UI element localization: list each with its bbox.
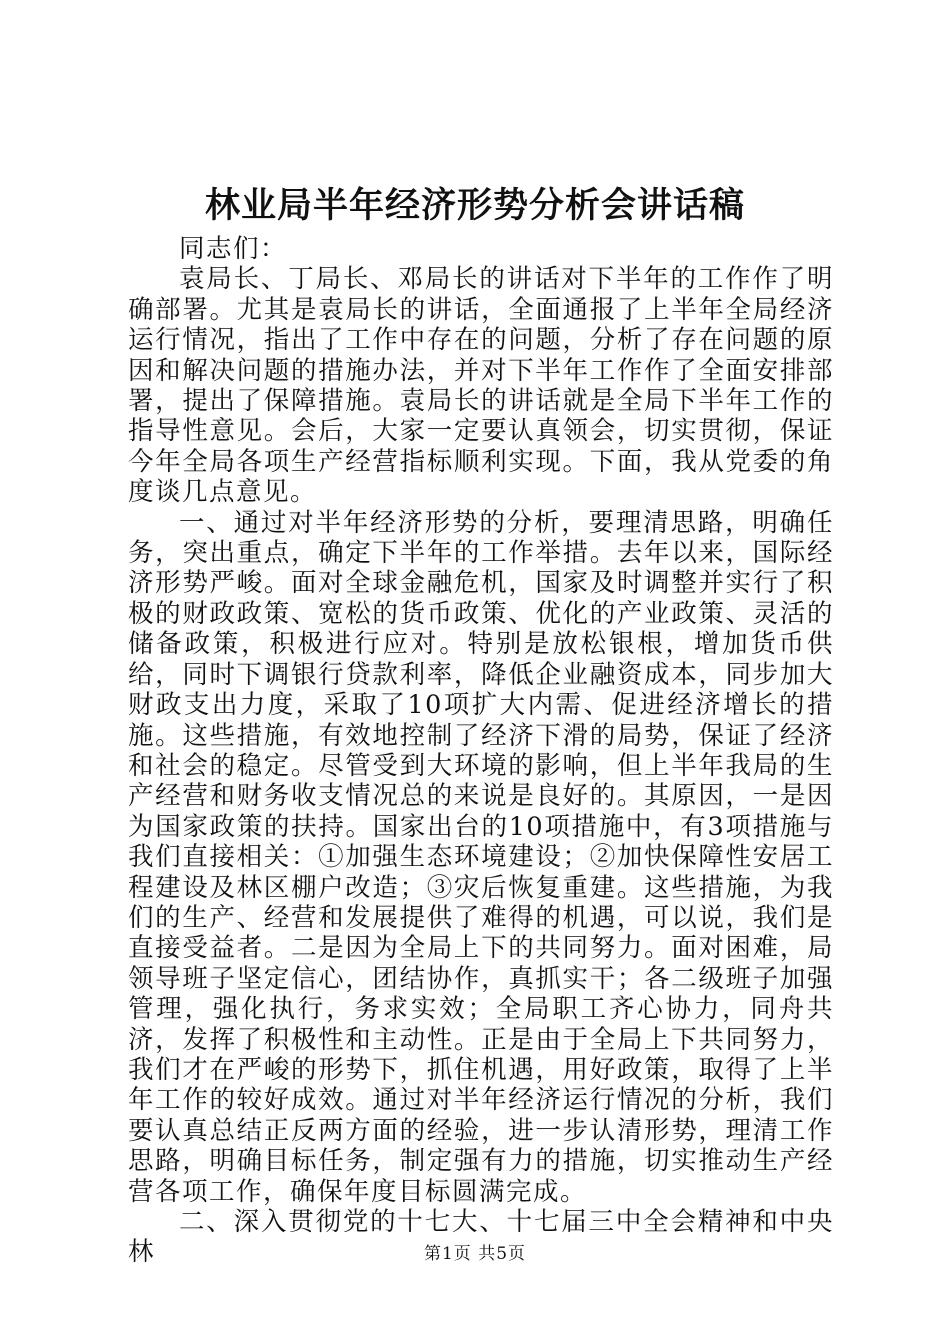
intro-paragraph: 袁局长、丁局长、邓局长的讲话对下半年的工作作了明确部署。尤其是袁局长的讲话，全面通报了上半年全局经济运行情况，指出了工作中存在的问题，分析了存在问题的原因和解决问题的措施办法，并对下半年工作作了全面安排部署，提出了保障措施。袁局长的讲话就是全局下半年工作的指导性意见。会后，大家一定要认真领会，切实贯彻，保证今年全局各项生产经营指标顺利实现。下面，我从党委的角度谈几点意见。 [128, 264, 834, 508]
page-footer: 第1页 共5页 [423, 1244, 527, 1264]
salutation-paragraph: 同志们： [179, 234, 288, 264]
section-two-paragraph: 二、深入贯彻党的十七大、十七届三中全会精神和中央林 [128, 1207, 834, 1268]
document-body [128, 234, 834, 1268]
document-title: 林业局半年经济形势分析会讲话稿 [204, 185, 745, 226]
section-one-paragraph: 一、通过对半年经济形势的分析，要理清思路，明确任务，突出重点，确定下半年的工作举措。去年以来，国际经济形势严峻。面对全球金融危机，国家及时调整并实行了积极的财政政策、宽松的货币政策、优化的产业政策、灵活的储备政策，积极进行应对。特别是放松银根，增加货币供给，同时下调银行贷款利率，降低企业融资成本，同步加大财政支出力度，采取了10项扩大内需、促进经济增长的措施。这些措施，有效地控制了经济下滑的局势，保证了经济和社会的稳定。尽管受到大环境的影响，但上半年我局的生产经营和财务收支情况总的来说是良好的。其原因，一是因为国家政策的扶持。国家出台的10项措施中，有3项措施与我们直接相关：①加强生态环境建设；②加快保障性安居工程建设及林区棚户改造；③灾后恢复重建。这些措施，为我们的生产、经营和发展提供了难得的机遇，可以说，我们是直接受益者。二是因为全局上下的共同努力。面对困难，局领导班子坚定信心，团结协作，真抓实干；各二级班子加强管理，强化执行，务求实效；全局职工齐心协力，同舟共济，发挥了积极性和主动性。正是由于全局上下共同努力，我们才在严峻的形势下，抓住机遇，用好政策，取得了上半年工作的较好成效。通过对半年经济运行情况的分析，我们要认真总结正反两方面的经验，进一步认清形势，理清工作思路，明确目标任务，制定强有力的措施，切实推动生产经营各项工作，确保年度目标圆满完成。 [128, 507, 834, 1207]
